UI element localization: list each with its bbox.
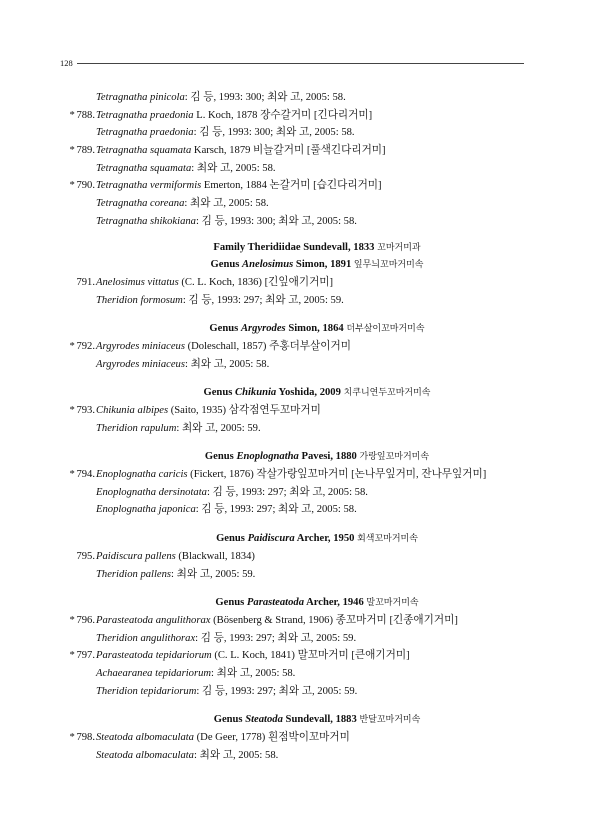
new-record-mark: * xyxy=(69,732,75,743)
synonym-name: Tetragnatha pinicola xyxy=(96,92,185,103)
genus-authority: Sundevall, 1883 xyxy=(285,714,357,726)
species-entry xyxy=(62,107,562,125)
species-name: Tetragnatha squamata xyxy=(96,145,192,157)
species-details: (C. L. Koch, 1841) 말꼬마거미 [큰애기거미] xyxy=(214,650,410,662)
species-entry xyxy=(62,612,562,630)
synonym-separator: : xyxy=(196,685,200,697)
genus-prefix: Genus xyxy=(209,323,239,335)
synonym-separator: : xyxy=(182,294,186,306)
genus-prefix: Genus xyxy=(204,451,234,463)
synonym-name: Enoplognatha dersinotata xyxy=(96,486,207,498)
genus-authority: Archer, 1946 xyxy=(306,597,364,609)
genus-name: Argyrodes xyxy=(240,323,286,335)
species-entry xyxy=(62,338,562,356)
species-name: Anelosimus vittatus xyxy=(96,276,179,288)
synonym-separator: : xyxy=(176,422,180,434)
new-record-mark: * xyxy=(69,340,75,352)
synonym-name: Theridion tepidariorum xyxy=(96,685,197,697)
synonym-separator: : xyxy=(211,667,214,679)
species-details: Emerton, 1884 논갈거미 [습긴다리거미] xyxy=(203,180,382,192)
species-name: Enoplognatha caricis xyxy=(96,469,188,481)
synonym-citation: 최와 고, 2005: 58. xyxy=(190,198,269,210)
new-record-mark: * xyxy=(69,109,75,121)
synonym-citation: 최와 고, 2005: 59. xyxy=(181,422,261,434)
genus-korean-name: 더부살이꼬마거미속 xyxy=(346,324,425,335)
entry-number-text: 793. xyxy=(76,405,95,416)
species-details: (Fickert, 1876) 작살가랑잎꼬마거미 [논나무잎거미, 잔나무잎거미] xyxy=(190,469,487,481)
genus-prefix: Genus xyxy=(216,533,245,545)
entry-number xyxy=(62,338,95,356)
species-name: Parasteatoda angulithorax xyxy=(96,614,211,626)
synonym-separator: : xyxy=(195,504,199,516)
synonym-separator: : xyxy=(184,92,188,103)
synonym-separator: : xyxy=(184,358,188,370)
entry-number-text: 788. xyxy=(76,109,95,121)
genus-heading xyxy=(62,256,562,274)
synonym-name: Theridion angulithorax xyxy=(96,632,196,644)
synonym-name: Argyrodes miniaceus xyxy=(96,358,185,370)
synonym-citation: 최와 고, 2005: 58. xyxy=(216,667,296,679)
entry-number-text: 789. xyxy=(76,145,95,157)
species-name: Chikunia albipes xyxy=(96,405,169,416)
synonym-separator: : xyxy=(171,568,174,580)
genus-prefix: Genus xyxy=(203,387,233,399)
genus-authority: Simon, 1864 xyxy=(288,323,344,335)
synonym-line xyxy=(62,566,562,584)
species-details: (De Geer, 1778) 흰점박이꼬마거미 xyxy=(196,732,350,743)
synonym-name: Tetragnatha coreana xyxy=(96,198,185,210)
entry-number xyxy=(62,107,95,125)
species-details: Karsch, 1879 비늘갈거미 [풀색긴다리거미] xyxy=(193,145,386,157)
genus-authority: Yoshida, 2009 xyxy=(278,387,341,399)
synonym-line xyxy=(62,665,562,683)
species-entry xyxy=(62,142,562,160)
entry-number-text: 795. xyxy=(76,550,95,562)
entry-number xyxy=(62,612,95,630)
genus-korean-name: 반달꼬마거미속 xyxy=(359,715,421,726)
synonym-separator: : xyxy=(193,749,197,761)
entry-number xyxy=(62,142,95,160)
synonym-separator: : xyxy=(191,162,195,174)
genus-korean-name: 말꼬마거미속 xyxy=(366,598,419,609)
genus-korean-name: 잎무늬꼬마거미속 xyxy=(353,260,424,271)
genus-authority: Archer, 1950 xyxy=(296,533,355,545)
new-record-mark: * xyxy=(69,180,75,192)
genus-name: Anelosimus xyxy=(242,259,294,271)
synonym-citation: 김 등, 1993: 297; 최와 고, 2005: 58. xyxy=(212,486,368,498)
synonym-line xyxy=(62,160,562,178)
new-record-mark: * xyxy=(69,469,75,481)
genus-name: Paidiscura xyxy=(247,533,295,545)
synonym-name: Enoplognatha japonica xyxy=(96,504,196,516)
genus-heading xyxy=(62,530,562,548)
family-label: Family Theridiidae Sundevall, 1833 xyxy=(213,241,375,253)
synonym-citation: 최와 고, 2005: 58. xyxy=(196,162,276,174)
entry-number-text: 792. xyxy=(76,340,95,352)
genus-name: Parasteatoda xyxy=(246,597,305,609)
synonym-line xyxy=(62,747,562,765)
synonym-citation: 김 등, 1993: 297; 최와 고, 2005: 59. xyxy=(188,294,344,306)
species-name: Steatoda albomaculata xyxy=(96,732,194,743)
synonym-name: Steatoda albomaculata xyxy=(96,749,194,761)
header-rule xyxy=(77,63,524,64)
genus-prefix: Genus xyxy=(210,259,240,271)
synonym-separator: : xyxy=(193,127,197,139)
synonym-separator: : xyxy=(195,215,199,227)
synonym-citation: 최와 고, 2005: 58. xyxy=(199,749,279,761)
synonym-citation: 김 등, 1993: 300; 최와 고, 2005: 58. xyxy=(201,215,357,227)
synonym-name: Theridion formosum xyxy=(96,294,183,306)
family-heading xyxy=(62,239,562,257)
page-header xyxy=(60,58,524,68)
species-details: (Doleschall, 1857) 주홍더부살이거미 xyxy=(187,340,351,352)
synonym-line xyxy=(62,501,562,519)
genus-korean-name: 치쿠니연두꼬마거미속 xyxy=(343,388,431,399)
synonym-citation: 김 등, 1993: 297; 최와 고, 2005: 58. xyxy=(201,504,357,516)
entry-number xyxy=(62,729,95,747)
entry-number-text: 791. xyxy=(76,276,95,288)
species-name: Paidiscura pallens xyxy=(96,550,176,562)
genus-name: Steatoda xyxy=(245,714,283,726)
entry-number-text: 797. xyxy=(76,650,95,662)
species-name: Parasteatoda tepidariorum xyxy=(96,650,212,662)
synonym-separator: : xyxy=(206,486,210,498)
synonym-line xyxy=(62,124,562,142)
species-entry xyxy=(62,647,562,665)
page-number: 128 xyxy=(60,58,73,68)
synonym-separator: : xyxy=(195,632,199,644)
species-name: Argyrodes miniaceus xyxy=(96,340,185,352)
synonym-citation: 김 등, 1993: 300; 최와 고, 2005: 58. xyxy=(190,92,346,103)
synonym-line xyxy=(62,484,562,502)
synonym-line xyxy=(62,89,562,107)
synonym-citation: 최와 고, 2005: 59. xyxy=(176,568,256,580)
genus-heading xyxy=(62,320,562,338)
entry-number-text: 790. xyxy=(76,180,95,192)
species-name: Tetragnatha vermiformis xyxy=(96,180,202,192)
species-list xyxy=(62,89,562,764)
species-name: Tetragnatha praedonia xyxy=(96,109,194,121)
entry-number xyxy=(62,548,95,566)
entry-number xyxy=(62,177,95,195)
entry-number-text: 798. xyxy=(76,732,95,743)
genus-heading xyxy=(62,711,562,729)
new-record-mark: * xyxy=(69,145,75,157)
genus-heading xyxy=(62,594,562,612)
species-entry xyxy=(62,548,562,566)
genus-prefix: Genus xyxy=(215,597,245,609)
entry-number xyxy=(62,466,95,484)
genus-korean-name: 가랑잎꼬마거미속 xyxy=(359,452,430,463)
synonym-citation: 김 등, 1993: 300; 최와 고, 2005: 58. xyxy=(199,127,355,139)
synonym-line xyxy=(62,630,562,648)
species-details: (Saito, 1935) 삼각점연두꼬마거미 xyxy=(170,405,321,416)
genus-name: Enoplognatha xyxy=(236,451,299,463)
synonym-name: Tetragnatha squamata xyxy=(96,162,192,174)
synonym-line xyxy=(62,195,562,213)
entry-number-text: 796. xyxy=(76,614,95,626)
species-details: (Bösenberg & Strand, 1906) 종꼬마거미 [긴종애기거미] xyxy=(213,614,458,626)
genus-prefix: Genus xyxy=(213,714,243,726)
new-record-mark: * xyxy=(69,405,75,416)
new-record-mark: * xyxy=(69,614,75,626)
synonym-line xyxy=(62,356,562,374)
synonym-name: Theridion rapulum xyxy=(96,422,177,434)
synonym-line xyxy=(62,213,562,231)
species-entry xyxy=(62,274,562,292)
entry-number-text: 794. xyxy=(76,469,95,481)
species-entry xyxy=(62,177,562,195)
synonym-separator: : xyxy=(184,198,188,210)
species-entry xyxy=(62,402,562,420)
synonym-line xyxy=(62,683,562,701)
species-entry xyxy=(62,466,562,484)
species-details: (Blackwall, 1834) xyxy=(178,550,255,562)
synonym-name: Achaearanea tepidariorum xyxy=(96,667,212,679)
genus-authority: Pavesi, 1880 xyxy=(301,451,357,463)
genus-name: Chikunia xyxy=(235,387,277,399)
synonym-line xyxy=(62,420,562,438)
synonym-name: Tetragnatha shikokiana xyxy=(96,215,196,227)
species-details: L. Koch, 1878 장수갈거미 [긴다리거미] xyxy=(196,109,373,121)
synonym-citation: 김 등, 1993: 297; 최와 고, 2005: 59. xyxy=(200,632,357,644)
genus-heading xyxy=(62,384,562,402)
genus-korean-name: 회색꼬마거미속 xyxy=(357,534,418,545)
synonym-name: Theridion pallens xyxy=(96,568,172,580)
family-korean-name: 꼬마거미과 xyxy=(377,242,421,253)
entry-number xyxy=(62,402,95,420)
genus-authority: Simon, 1891 xyxy=(295,259,352,271)
entry-number xyxy=(62,274,95,292)
new-record-mark: * xyxy=(69,650,75,662)
genus-heading xyxy=(62,448,562,466)
species-entry xyxy=(62,729,562,747)
synonym-line xyxy=(62,292,562,310)
species-details: (C. L. Koch, 1836) [긴잎애기거미] xyxy=(181,276,334,288)
synonym-citation: 최와 고, 2005: 58. xyxy=(190,358,270,370)
entry-number xyxy=(62,647,95,665)
synonym-name: Tetragnatha praedonia xyxy=(96,127,194,139)
synonym-citation: 김 등, 1993: 297; 최와 고, 2005: 59. xyxy=(201,685,358,697)
